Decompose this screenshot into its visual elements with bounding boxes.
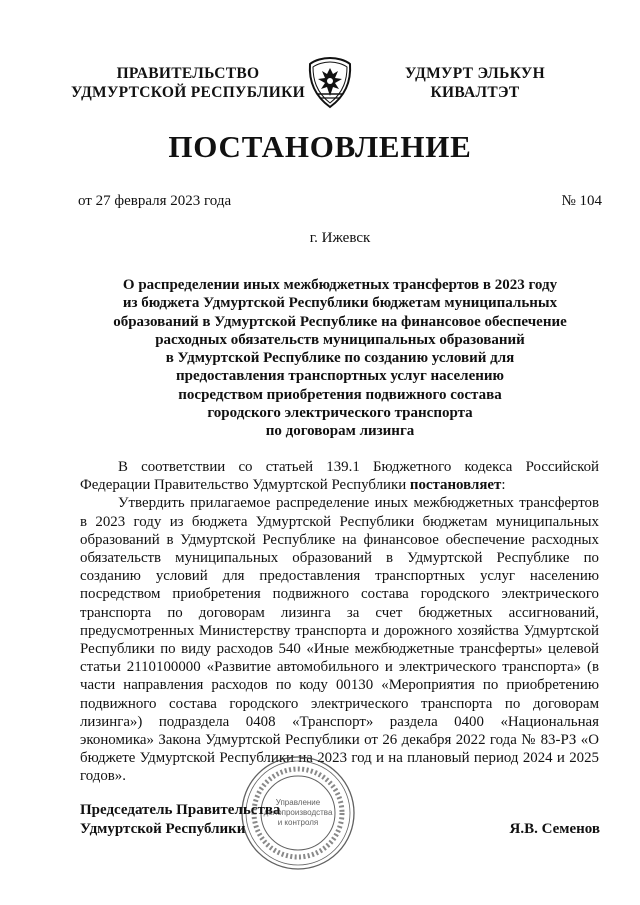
- stamp-inner-line-2: делопроизводства: [263, 808, 333, 817]
- document-number: № 104: [561, 193, 602, 209]
- body-paragraph-preamble: [80, 458, 599, 494]
- subject-line-3: образований в Удмуртской Республике на финансовое обеспечение: [113, 313, 567, 330]
- preamble-text: В соответствии со статьей 139.1 Бюджетного кодекса Российской Федерации Правительство Удмуртской Республики: [80, 459, 599, 494]
- subject-line-8: городского электрического транспорта: [207, 405, 473, 422]
- coat-of-arms-icon: [305, 56, 355, 110]
- document-body: [80, 458, 599, 786]
- signature-name: Я.В. Семенов: [509, 821, 600, 837]
- subject-line-6: предоставления транспортных услуг населению: [176, 368, 504, 385]
- preamble-verb: постановляет: [409, 477, 502, 494]
- subject-line-5: в Удмуртской Республике по созданию условий для: [165, 350, 515, 367]
- subject-line-7: посредством приобретения подвижного состава: [178, 386, 502, 403]
- body-paragraph-resolution: Утвердить прилагаемое распределение иных межбюджетных трансфертов в 2023 году из бюджета Удмуртской Республики бюджетам муниципальных образований в Удмуртской Республике на финансовое обеспечение расходных обязательств муниципальных образований в Удмуртской Республике по созданию условий для предоставления транспортных услуг населению посредством приобретения подвижного состава городского электрического транспорта по договорам лизинга за счет бюджетных ассигнований, предусмотренных Министерству транспорта и дорожного хозяйства Удмуртской Республики по виду расходов 540 «Иные межбюджетные трансферты» целевой статьи 2110100000 «Развитие автомобильного и электрического транспорта» (в части направления расходов по коду 00130 «Мероприятия по приобретению подвижного состава городского электрического транспорта по договорам лизинга») подраздела 0408 «Транспорт» раздела 0400 «Национальная экономика» Закона Удмуртской Республики от 26 декабря 2022 года № 83-РЗ «О бюджете Удмуртской Республики на 2023 год и на плановый период 2024 и 2025 годов».: [80, 495, 599, 785]
- document-subject: [80, 276, 600, 441]
- signature-position-line-1: Председатель Правительства: [80, 802, 281, 818]
- stamp-inner-line-1: Управление: [275, 798, 321, 807]
- header-left-line-2: УДМУРТСКОЙ РЕСПУБЛИКИ: [70, 84, 305, 101]
- document-city: г. Ижевск: [309, 230, 371, 246]
- document-title: ПОСТАНОВЛЕНИЕ: [168, 129, 472, 164]
- subject-line-4: расходных обязательств муниципальных образований: [155, 331, 525, 348]
- document-date: от 27 февраля 2023 года: [78, 193, 232, 209]
- header-right-line-2: КИВАЛТЭТ: [430, 84, 520, 101]
- header-left-line-1: ПРАВИТЕЛЬСТВО: [116, 65, 260, 82]
- preamble-end: :: [501, 477, 506, 494]
- header-right-line-1: УДМУРТ ЭЛЬКУН: [405, 65, 545, 82]
- subject-line-9: по договорам лизинга: [265, 423, 415, 440]
- signature-position-line-2: Удмуртской Республики: [80, 821, 246, 837]
- signature-position: [80, 801, 280, 839]
- subject-line-2: из бюджета Удмуртской Республики бюджетам муниципальных: [122, 295, 558, 312]
- subject-line-1: О распределении иных межбюджетных трансфертов в 2023 году: [122, 277, 558, 293]
- stamp-inner-line-3: и контроля: [277, 818, 319, 827]
- header-right: [360, 64, 590, 102]
- header-left: [58, 64, 318, 102]
